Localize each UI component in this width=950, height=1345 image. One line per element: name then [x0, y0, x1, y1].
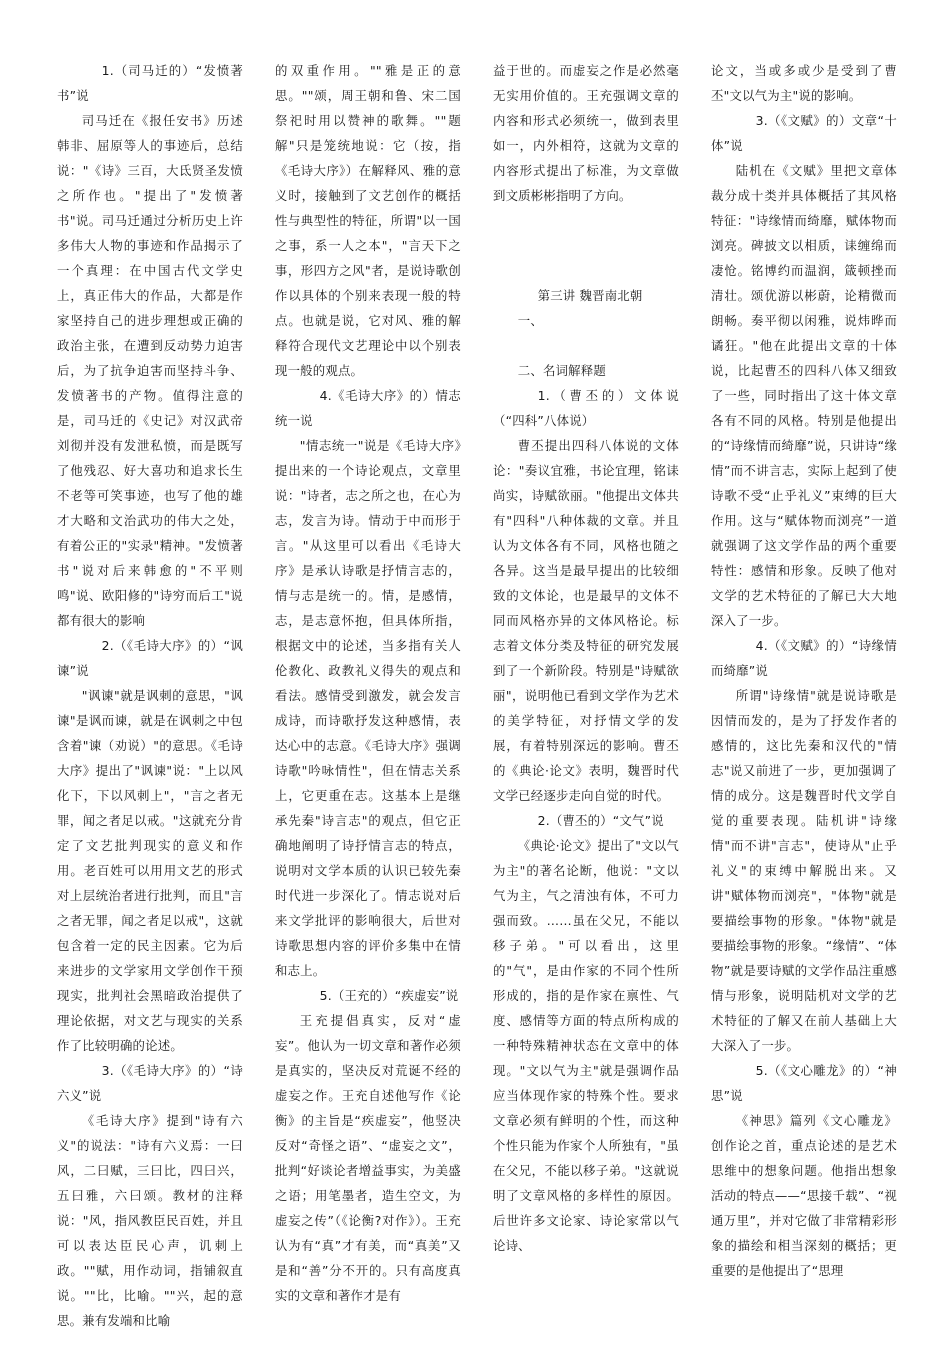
- text-column-3: [493, 58, 679, 1258]
- body-paragraph: 《神思》篇列《文心雕龙》创作论之首，重点论述的是艺术思维中的想象问题。他指出想象活动的特点——“思接千载”、“视通万里”，并对它做了非常精彩形象的描绘和相当深刻的概括；更重要的是他提出了“思理: [711, 1113, 897, 1278]
- body-paragraph: 《典论·论文》提出了"文以气为主"的著名论断，他说："文以气为主，气之清浊有体，不可力强而致。……虽在父兄，不能以移子弟。"可以看出，这里的"气"，是由作家的不同个性所形成的，指的是作家在禀性、气度、感情等方面的特点所构成的一种特殊精神状态在文章中的体现。"文以气为主"就是强调作品应当体现作家的特殊个性。要求文章必须有鲜明的个性，而这种个性只能为作家个人所独有，"虽在父兄，不能以移子弟。"这就说明了文章风格的多样性的原因。后世许多文论家、诗论家常以气论诗、: [493, 838, 679, 1253]
- blank-line: [493, 208, 679, 233]
- body-paragraph: 所谓"诗缘情"就是说诗歌是因情而发的，是为了抒发作者的感情的，这比先秦和汉代的"情志"说又前进了一步，更加强调了情的成分。这是魏晋时代文学自觉的重要表现。陆机讲"诗缘情"而不讲"言志"，使诗从"止乎礼义"的束缚中解脱出来。又讲"赋体物而浏亮"，"体物"就是要描绘事物的形象。"体物"就是要描绘事物的形象。“缘情”、“体物”就是要诗赋的文学作品注重感情与形象，说明陆机对文学的艺术特征的了解又在前人基础上大大深入了一步。: [711, 688, 897, 1053]
- body-paragraph: 曹丕提出四科八体说的文体论："奏议宜雅，书论宜理，铭诔尚实，诗赋欲丽。"他提出文体共有"四科"八种体裁的文章。并且认为文体各有不同，风格也随之各异。这当是最早提出的比较细致的文体论，也是最早的文体不同而风格亦异的文体风格论。标志着文体分类及特征的研究发展到了一个新阶段。特别是"诗赋欲丽"，说明他已看到文学作为艺术的美学特征，对抒情文学的发展，有着特别深远的影响。曹丕的《典论·论文》表明，魏晋时代文学已经逐步走向自觉的时代。: [493, 438, 679, 803]
- blank-line: [493, 258, 679, 283]
- term-heading: 3.（《毛诗大序》的）“诗六义”说: [57, 1063, 243, 1103]
- text-column-4: [711, 58, 897, 1283]
- term-heading: 第三讲 魏晋南北朝: [537, 288, 643, 303]
- body-paragraph: 王充提倡真实，反对“虚妄”。他认为一切文章和著作必须是真实的，坚决反对荒诞不经的虚妄之作。王充自述他写作《论衡》的主旨是“疾虚妄”，他竖决反对“奇怪之语”、“虚妄之文”，批判“好谈论者增益事实，为美盛之语；用笔墨者，造生空文，为虚妄之传”（《论衡?对作》）。王充认为有“真”才有美，而“真美”又是和“善”分不开的。只有高度真实的文章和著作才是有: [275, 1013, 461, 1303]
- body-paragraph: 《毛诗大序》提到"诗有六义"的说法："诗有六义焉：一曰风，二曰赋，三曰比，四曰兴，五曰雅，六曰颂。教材的注释说："风，指风教臣民百姓，并且可以表达臣民心声，讥刺上政。""赋，用作动词，指铺叙直说。""比，比喻。""兴，起的意思。兼有发端和比喻: [57, 1113, 243, 1328]
- term-heading: 4.（《文赋》的）“诗缘情而绮靡”说: [711, 638, 897, 678]
- body-paragraph: 论文，当或多或少是受到了曹丕"文以气为主"说的影响。: [711, 63, 897, 103]
- term-heading: 1.（司马迁的）“发愤著书”说: [57, 63, 243, 103]
- body-paragraph: 二、名词解释题: [517, 363, 606, 378]
- body-paragraph: 益于世的。而虚妄之作是必然毫无实用价值的。王充强调文章的内容和形式必须统一，做到表里如一，内外相符，这就为文章的内容形式提出了标准，为文章做到文质彬彬指明了方向。: [493, 63, 679, 203]
- term-heading: 4.《毛诗大序》的）情志统一说: [275, 388, 461, 428]
- body-paragraph: "讽谏"就是讽刺的意思，"讽谏"是讽而谏，就是在讽刺之中包含着"谏（劝说）"的意思。《毛诗大序》提出了"讽谏"说："上以风化下，下以风刺上"，"言之者无罪，闻之者足以戒。"这就充分肯定了文艺批判现实的意义和作用。老百姓可以用用文艺的形式对上层统治者进行批判，而且"言之者无罪，闻之者足以戒"，这就包含着一定的民主因素。它为后来进步的文学家用文学创作干预现实，批判社会黑暗政治提供了理论依据，对文艺与现实的关系作了比较明确的论述。: [57, 688, 243, 1053]
- text-column-2: [275, 58, 461, 1308]
- term-heading: 1.（曹丕的）文体说（“四科”八体说）: [493, 388, 679, 428]
- term-heading: 2.（曹丕的）“文气”说: [537, 813, 664, 828]
- blank-line: [493, 333, 679, 358]
- body-paragraph: 一、: [517, 313, 543, 328]
- term-heading: 2.（《毛诗大序》的）“讽谏”说: [57, 638, 243, 678]
- body-paragraph: 司马迁在《报任安书》历述韩非、屈原等人的事迹后，总结说："《诗》三百，大氐贤圣发愤之所作也。"提出了"发愤著书"说。司马迁通过分析历史上许多伟大人物的事迹和作品揭示了一个真理：在中国古代文学史上，真正伟大的作品，大都是作家坚持自己的进步理想或正确的政治主张，在遭到反动势力迫害后，为了抗争迫害而坚持斗争、发愤著书的产物。值得注意的是，司马迁的《史记》对汉武帝刘彻并没有发泄私愤，而是既写了他残忍、好大喜功和追求长生不老等可笑事迹，也写了他的雄才大略和文治武功的伟大之处，有着公正的"实录"精神。"发愤著书"说对后来韩愈的"不平则鸣"说、欧阳修的"诗穷而后工"说都有很大的影响: [57, 113, 243, 628]
- body-paragraph: 陆机在《文赋》里把文章体裁分成十类并具体概括了其风格特征："诗缘情而绮靡，赋体物而浏亮。碑披文以相质，诔缠绵而凄怆。铭博约而温润，箴顿挫而清壮。颂优游以彬蔚，论精微而朗畅。奏平彻以闲雅，说炜晔而谲狂。"他在此提出文章的十体说，比起曹丕的四科八体又细致了一些，同时指出了这十体文章各有不同的风格。特别是他提出的“诗缘情而绮靡”说，只讲诗“缘情”而不讲言志，实际上起到了使诗歌不受“止乎礼义”束缚的巨大作用。这与“赋体物而浏亮”一道就强调了这文学作品的两个重要特性：感情和形象。反映了他对文学的艺术特征的了解已大大地深入了一步。: [711, 163, 897, 628]
- body-paragraph: "情志统一"说是《毛诗大序》提出来的一个诗论观点，文章里说："诗者，志之所之也，在心为志，发言为诗。情动于中而形于言。"从这里可以看出《毛诗大序》是承认诗歌是抒情言志的，情与志是统一的。情，是感情，志，是志意怀抱，但具体所指，根据文中的论述，当多指有关人伦教化、政教礼义得失的观点和看法。感情受到激发，就会发言成诗，而诗歌抒发这种感情，表达心中的志意。《毛诗大序》强调诗歌"吟咏情性"，但在情志关系上，它更重在志。这基本上是继承先秦"诗言志"的观点，但它正确地阐明了诗抒情言志的特点，说明对文学本质的认识已较先秦时代进一步深化了。情志说对后来文学批评的影响很大，后世对诗歌思想内容的评价多集中在情和志上。: [275, 438, 461, 978]
- term-heading: 5.（《文心雕龙》的）“神思”说: [711, 1063, 897, 1103]
- text-column-1: [57, 58, 243, 1333]
- term-heading: 5.（王充的）“疾虚妄”说: [319, 988, 459, 1003]
- body-paragraph: 的双重作用。""雅是正的意思。""颂，周王朝和鲁、宋二国祭祀时用以赞神的歌舞。""题解"只是笼统地说：它（按，指《毛诗大序》）在解释风、雅的意义时，接触到了文艺创作的概括性与典型性的特征，所谓"以一国之事，系一人之本"，"言天下之事，形四方之风"者，是说诗歌创作以具体的个别来表现一般的特点。也就是说，它对风、雅的解释符合现代文艺理论中以个别表现一般的观点。: [275, 63, 461, 378]
- blank-line: [493, 233, 679, 258]
- term-heading: 3.（《文赋》的）文章“十体”说: [711, 113, 897, 153]
